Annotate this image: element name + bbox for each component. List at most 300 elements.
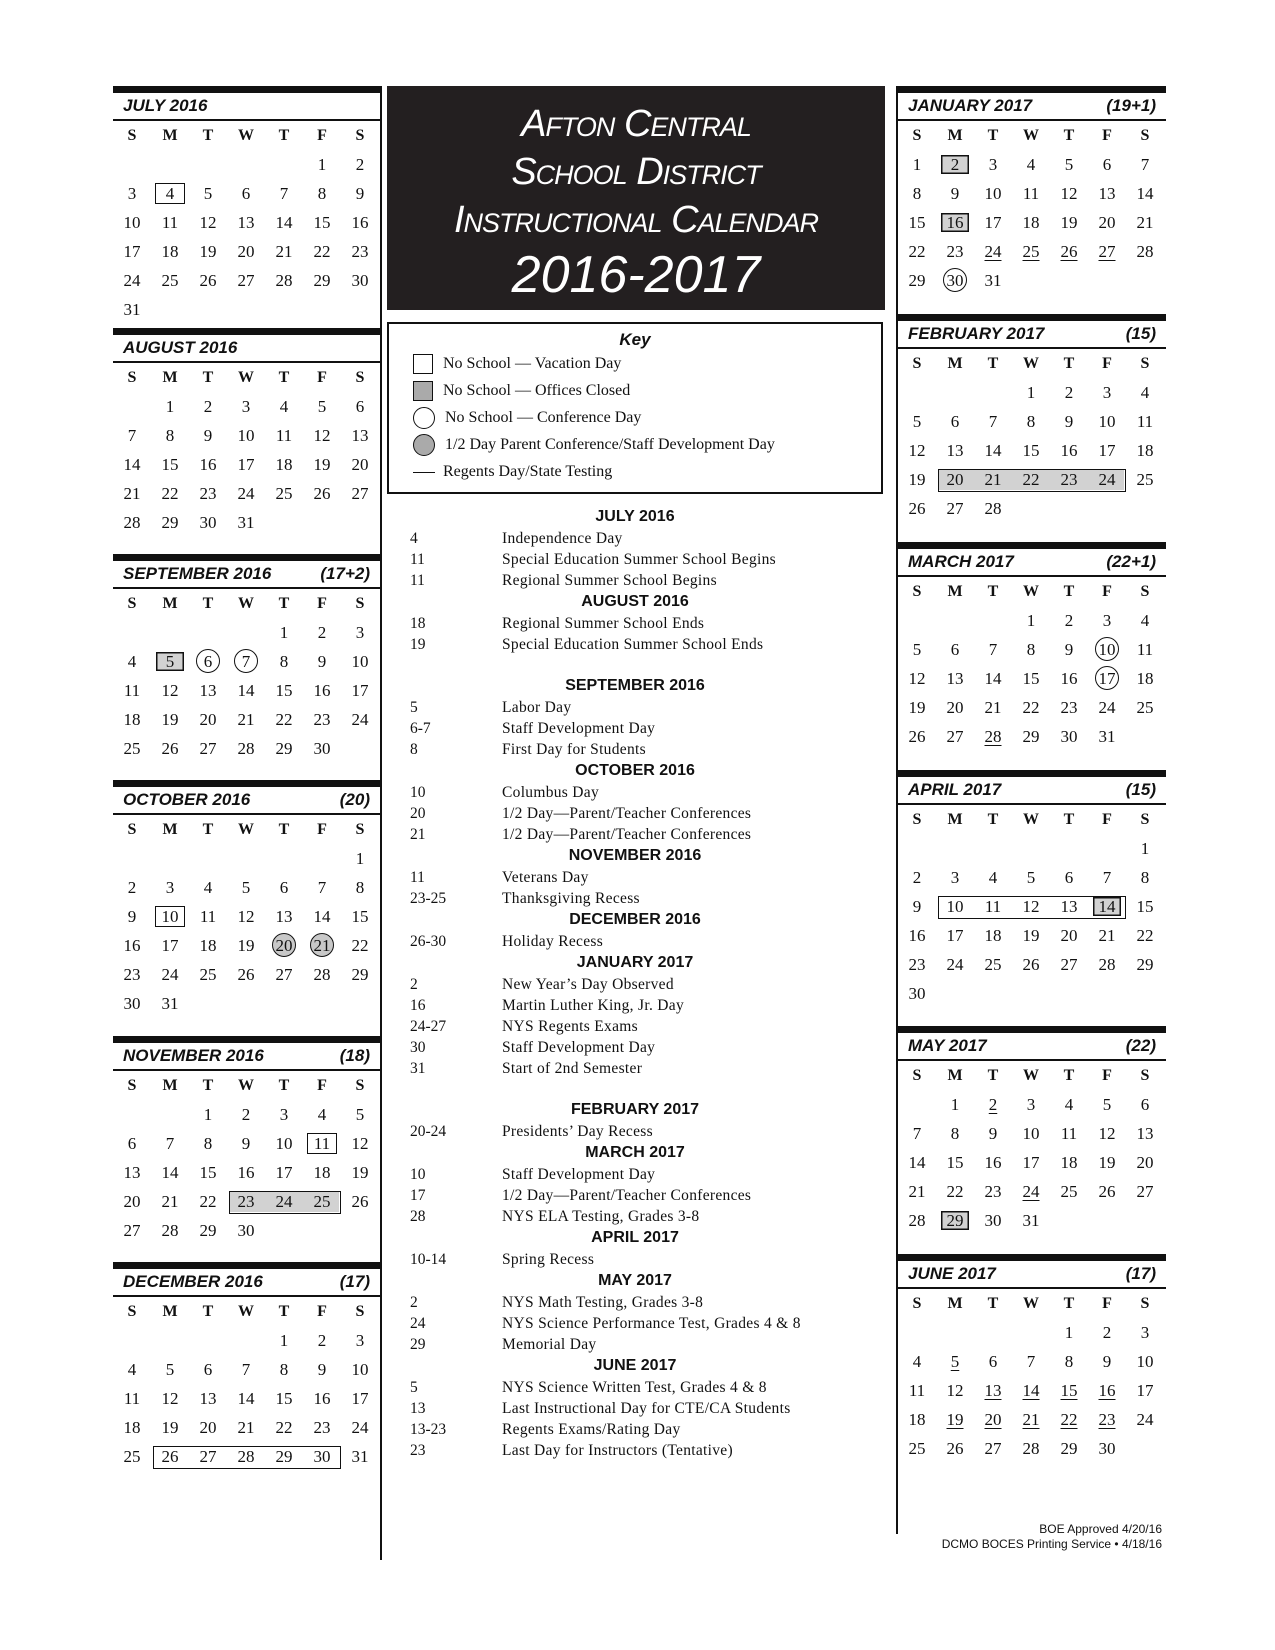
empty-cell [113,1326,151,1355]
day-cell: 24 [1098,698,1116,717]
month-header [898,1026,1166,1061]
day-cell: 22 [275,710,293,729]
day-cell: 26 [908,727,926,746]
empty-cell [974,378,1012,407]
day-cell: 24 [946,955,964,974]
instruction-day-count: (17+2) [320,564,370,583]
instruction-day-count: (19+1) [1106,96,1156,115]
event-description: Start of 2nd Semester [502,1060,643,1077]
event-row [387,995,883,1016]
event-row [387,1249,883,1270]
event-date: 18 [410,615,426,632]
day-cell: 5 [165,1360,175,1379]
event-description: Staff Development Day [502,1166,656,1183]
day-cell: 19 [908,470,926,489]
weekday-label: M [162,595,178,612]
day-cell: 8 [1026,640,1036,659]
day-cell: 4 [1140,611,1150,630]
month-jul16 [113,86,380,328]
weekday-label: M [947,1295,963,1312]
day-cell: 25 [199,965,217,984]
day-cell: 19 [161,1418,179,1437]
event-month-heading: MARCH 2017 [585,1144,685,1161]
weekday-label: T [202,1077,214,1094]
weekday-label: F [1102,1067,1112,1084]
weekday-label: T [202,369,214,386]
weekday-label: F [1102,1295,1112,1312]
day-cell: 22 [1060,1410,1078,1429]
empty-cell [113,844,151,873]
day-cell: 31 [161,994,179,1013]
day-cell: 20 [265,931,303,960]
day-cell: 25 [161,271,179,290]
day-cell: 27 [946,727,964,746]
day-cell: 9 [203,426,213,445]
event-date: 10 [410,784,426,801]
empty-cell [151,1326,189,1355]
day-cell: 7 [227,647,265,676]
weekday-label: T [278,595,290,612]
title-line-3: Instructional Calendar [453,199,819,241]
day-cell: 6 [127,1134,137,1153]
day-cell: 18 [1060,1153,1078,1172]
weekday-label: S [912,811,922,828]
day-cell: 3 [279,1105,289,1124]
empty-cell [898,1318,936,1347]
day-cell: 5 [241,878,251,897]
gray-square-icon [413,381,433,401]
event-date: 24-27 [410,1018,447,1035]
title-line-2: School District [511,151,761,193]
title-line-1: Afton Central [521,103,751,145]
empty-cell [265,150,303,179]
day-cell: 9 [950,184,960,203]
day-cell: 7 [1102,868,1112,887]
empty-cell [189,150,227,179]
event-row [387,1292,883,1313]
weekday-label: T [987,583,999,600]
instruction-day-count: (22+1) [1106,552,1156,571]
event-description: Memorial Day [502,1336,597,1353]
day-cell: 10 [151,902,189,931]
event-description: First Day for Students [502,741,646,758]
weekday-label: T [202,595,214,612]
month-name: MARCH 2017 [908,552,1014,571]
day-cell: 14 [984,441,1002,460]
day-cell: 20 [984,1410,1002,1429]
day-cell: 27 [351,484,369,503]
weekday-label: F [317,595,327,612]
weekday-label: W [238,127,254,144]
footer-approved: BOE Approved 4/20/16 [1039,1522,1162,1536]
day-cell: 20 [1060,926,1078,945]
day-cell: 21 [908,1182,926,1201]
day-cell: 19 [908,698,926,717]
weekday-label: M [162,821,178,838]
day-cell: 10 [1136,1352,1154,1371]
event-date: 2 [410,976,418,993]
day-cell: 12 [199,213,217,232]
event-date: 21 [410,826,426,843]
weekday-label: W [1023,355,1039,372]
weekday-label: M [947,811,963,828]
day-cell: 5 [1064,155,1074,174]
weekday-label: S [1140,583,1150,600]
weekday-label: M [947,355,963,372]
day-cell: 31 [351,1447,369,1466]
day-cell: 2 [1064,611,1074,630]
key-item-regents: Regents Day/State Testing [389,458,881,485]
event-row [387,1058,883,1079]
day-cell: 29 [1060,1439,1078,1458]
month-header [113,86,380,121]
day-cell: 7 [912,1124,922,1143]
day-cell: 28 [237,1447,255,1466]
event-row [387,1185,883,1206]
day-cell: 26 [351,1192,369,1211]
day-cell: 13 [351,426,369,445]
day-cell: 8 [950,1124,960,1143]
day-cell: 15 [946,1153,964,1172]
event-description: Regional Summer School Ends [502,615,705,632]
weekday-label: M [162,1303,178,1320]
day-cell: 16 [199,455,217,474]
day-cell: 6 [355,397,365,416]
event-description: New Year’s Day Observed [502,976,674,993]
day-cell: 12 [908,441,926,460]
weekday-label: F [1102,127,1112,144]
day-cell: 17 [123,242,141,261]
event-month-heading: JANUARY 2017 [576,954,694,971]
day-cell: 21 [237,710,255,729]
weekday-label: S [1140,1067,1150,1084]
month-grid [898,121,1166,295]
event-month-heading: MAY 2017 [598,1272,672,1289]
month-header [898,1254,1166,1289]
event-month-heading: NOVEMBER 2016 [568,847,702,864]
month-name: FEBRUARY 2017 [908,324,1045,343]
instruction-day-count: (17) [1125,1264,1156,1283]
month-nov16 [113,1036,380,1262]
month-grid [898,1289,1166,1463]
empty-cell [1088,834,1126,863]
day-cell: 18 [275,455,293,474]
day-cell: 24 [123,271,141,290]
event-row [387,931,883,952]
day-cell: 16 [237,1163,255,1182]
day-cell: 3 [165,878,175,897]
day-cell: 27 [946,499,964,518]
weekday-label: M [947,583,963,600]
day-cell: 9 [988,1124,998,1143]
empty-cell [227,150,265,179]
weekday-label: F [1102,583,1112,600]
weekday-label: W [1023,811,1039,828]
day-cell: 18 [1022,213,1040,232]
instruction-day-count: (22) [1125,1036,1156,1055]
day-cell: 24 [1022,1182,1040,1201]
day-cell: 31 [984,271,1002,290]
event-date: 16 [410,997,426,1014]
day-cell: 24 [984,242,1002,261]
empty-cell [227,844,265,873]
month-name: JUNE 2017 [908,1264,996,1283]
day-cell: 15 [199,1163,217,1182]
month-grid [898,1061,1166,1235]
day-cell: 13 [275,907,293,926]
event-date: 11 [410,869,425,886]
day-cell: 22 [1136,926,1154,945]
event-month-heading: DECEMBER 2016 [569,911,701,928]
event-description: Presidents’ Day Recess [502,1123,653,1140]
day-cell: 11 [123,1389,141,1408]
day-cell: 25 [1136,470,1154,489]
weekday-label: W [238,1077,254,1094]
day-cell: 23 [199,484,217,503]
day-cell: 2 [317,623,327,642]
day-cell: 24 [237,484,255,503]
day-cell: 31 [123,300,141,319]
weekday-label: S [1140,811,1150,828]
instruction-day-count: (17) [339,1272,370,1291]
day-cell: 13 [946,669,964,688]
month-header [113,328,380,363]
day-cell: 5 [203,184,213,203]
day-cell: 15 [313,213,331,232]
day-cell: 11 [984,897,1002,916]
day-cell: 16 [123,936,141,955]
event-date: 29 [410,1336,426,1353]
day-cell: 20 [199,1418,217,1437]
events-list [387,506,883,1461]
day-cell: 22 [161,484,179,503]
month-header [113,554,380,589]
day-cell: 24 [161,965,179,984]
day-cell: 30 [984,1211,1002,1230]
day-cell: 16 [908,926,926,945]
event-description: NYS Regents Exams [502,1018,638,1035]
day-cell: 27 [123,1221,141,1240]
day-cell: 15 [351,907,369,926]
day-cell: 30 [199,513,217,532]
event-row [387,867,883,888]
instruction-day-count: (18) [339,1046,370,1065]
day-cell: 27 [1098,242,1116,261]
day-cell: 30 [123,994,141,1013]
day-cell: 6 [1064,868,1074,887]
day-cell: 3 [950,868,960,887]
day-cell: 17 [351,1389,369,1408]
white-circle-icon [413,407,435,429]
day-cell: 3 [355,623,365,642]
day-cell: 10 [275,1134,293,1153]
day-cell: 4 [151,179,189,208]
month-name: AUGUST 2016 [123,338,238,357]
day-cell: 18 [908,1410,926,1429]
day-cell: 14 [123,455,141,474]
day-cell: 21 [1022,1410,1040,1429]
day-cell: 1 [317,155,327,174]
weekday-label: S [355,369,365,386]
day-cell: 2 [912,868,922,887]
event-date: 10-14 [410,1251,447,1268]
weekday-label: W [1023,583,1039,600]
month-header [113,780,380,815]
month-name: JULY 2016 [123,96,208,115]
day-cell: 29 [161,513,179,532]
day-cell: 15 [908,213,926,232]
day-cell: 29 [1022,727,1040,746]
day-cell: 9 [317,652,327,671]
day-cell: 16 [313,1389,331,1408]
day-cell: 4 [279,397,289,416]
empty-cell [898,378,936,407]
day-cell: 24 [1098,470,1116,489]
day-cell: 19 [237,936,255,955]
day-cell: 24 [351,710,369,729]
day-cell: 19 [1098,1153,1116,1172]
day-cell: 14 [237,681,255,700]
day-cell: 18 [313,1163,331,1182]
day-cell: 30 [313,739,331,758]
day-cell: 2 [1102,1323,1112,1342]
empty-cell [974,1318,1012,1347]
event-date: 20 [410,805,426,822]
day-cell: 19 [161,710,179,729]
day-cell: 25 [1136,698,1154,717]
empty-cell [151,1100,189,1129]
event-row [387,1419,883,1440]
day-cell: 11 [123,681,141,700]
day-cell: 29 [908,271,926,290]
day-cell: 28 [161,1221,179,1240]
day-cell: 9 [912,897,922,916]
left-months-column [113,86,380,1488]
empty-cell [265,844,303,873]
day-cell: 3 [988,155,998,174]
day-cell: 24 [351,1418,369,1437]
day-cell: 14 [161,1163,179,1182]
empty-cell [151,150,189,179]
day-cell: 5 [950,1352,960,1371]
day-cell: 13 [1098,184,1116,203]
event-date: 26-30 [410,933,447,950]
day-cell: 7 [1026,1352,1036,1371]
day-cell: 13 [1136,1124,1154,1143]
empty-cell [151,844,189,873]
day-cell: 27 [275,965,293,984]
day-cell: 17 [1088,664,1126,693]
day-cell: 23 [1060,470,1078,489]
day-cell: 26 [1022,955,1040,974]
day-cell: 25 [1060,1182,1078,1201]
day-cell: 28 [1098,955,1116,974]
day-cell: 7 [165,1134,175,1153]
month-grid [113,121,380,324]
left-divider [380,86,382,1560]
day-cell: 29 [351,965,369,984]
event-date: 28 [410,1208,426,1225]
weekday-label: S [1140,355,1150,372]
event-description: Staff Development Day [502,720,656,737]
day-cell: 15 [1060,1381,1078,1400]
month-sep16 [113,554,380,780]
day-cell: 14 [275,213,293,232]
day-cell: 3 [1102,383,1112,402]
day-cell: 1 [1026,383,1036,402]
event-month-heading: AUGUST 2016 [581,593,689,610]
empty-cell [227,1326,265,1355]
event-month-heading: JUNE 2017 [593,1357,677,1374]
day-cell: 12 [946,1381,964,1400]
day-cell: 2 [203,397,213,416]
day-cell: 1 [203,1105,213,1124]
day-cell: 21 [161,1192,179,1211]
event-date: 20-24 [410,1123,447,1140]
day-cell: 4 [317,1105,327,1124]
day-cell: 4 [127,1360,137,1379]
day-cell: 25 [908,1439,926,1458]
weekday-label: S [912,355,922,372]
day-cell: 8 [912,184,922,203]
event-description: Thanksgiving Recess [502,890,640,907]
event-row [387,1313,883,1334]
day-cell: 20 [1136,1153,1154,1172]
weekday-label: W [238,1303,254,1320]
day-cell: 19 [313,455,331,474]
month-header [113,1036,380,1071]
day-cell: 4 [1140,383,1150,402]
day-cell: 10 [237,426,255,445]
event-date: 2 [410,1294,418,1311]
day-cell: 10 [1022,1124,1040,1143]
day-cell: 6 [950,412,960,431]
day-cell: 23 [123,965,141,984]
day-cell: 11 [199,907,217,926]
day-cell: 1 [1026,611,1036,630]
day-cell: 28 [313,965,331,984]
event-row [387,739,883,760]
day-cell: 9 [127,907,137,926]
month-oct16 [113,780,380,1036]
event-description: NYS Science Written Test, Grades 4 & 8 [502,1379,767,1396]
day-cell: 5 [355,1105,365,1124]
event-description: Regional Summer School Begins [502,572,717,589]
day-cell: 18 [1136,669,1154,688]
day-cell: 10 [984,184,1002,203]
event-date: 31 [410,1060,426,1077]
day-cell: 4 [127,652,137,671]
event-description: Special Education Summer School Begins [502,551,776,568]
empty-cell [1012,1318,1050,1347]
day-cell: 15 [1136,897,1154,916]
day-cell: 8 [165,426,175,445]
day-cell: 22 [199,1192,217,1211]
day-cell: 6 [203,1360,213,1379]
event-description: 1/2 Day—Parent/Teacher Conferences [502,805,752,822]
day-cell: 26 [161,739,179,758]
weekday-label: T [278,1303,290,1320]
day-cell: 6 [988,1352,998,1371]
instruction-day-count: (20) [339,790,370,809]
weekday-label: F [317,369,327,386]
day-cell: 10 [351,1360,369,1379]
day-cell: 7 [241,1360,251,1379]
weekday-label: S [355,1077,365,1094]
key-item-vacation: No School — Vacation Day [389,350,881,377]
day-cell: 14 [1022,1381,1040,1400]
weekday-label: T [1063,811,1075,828]
